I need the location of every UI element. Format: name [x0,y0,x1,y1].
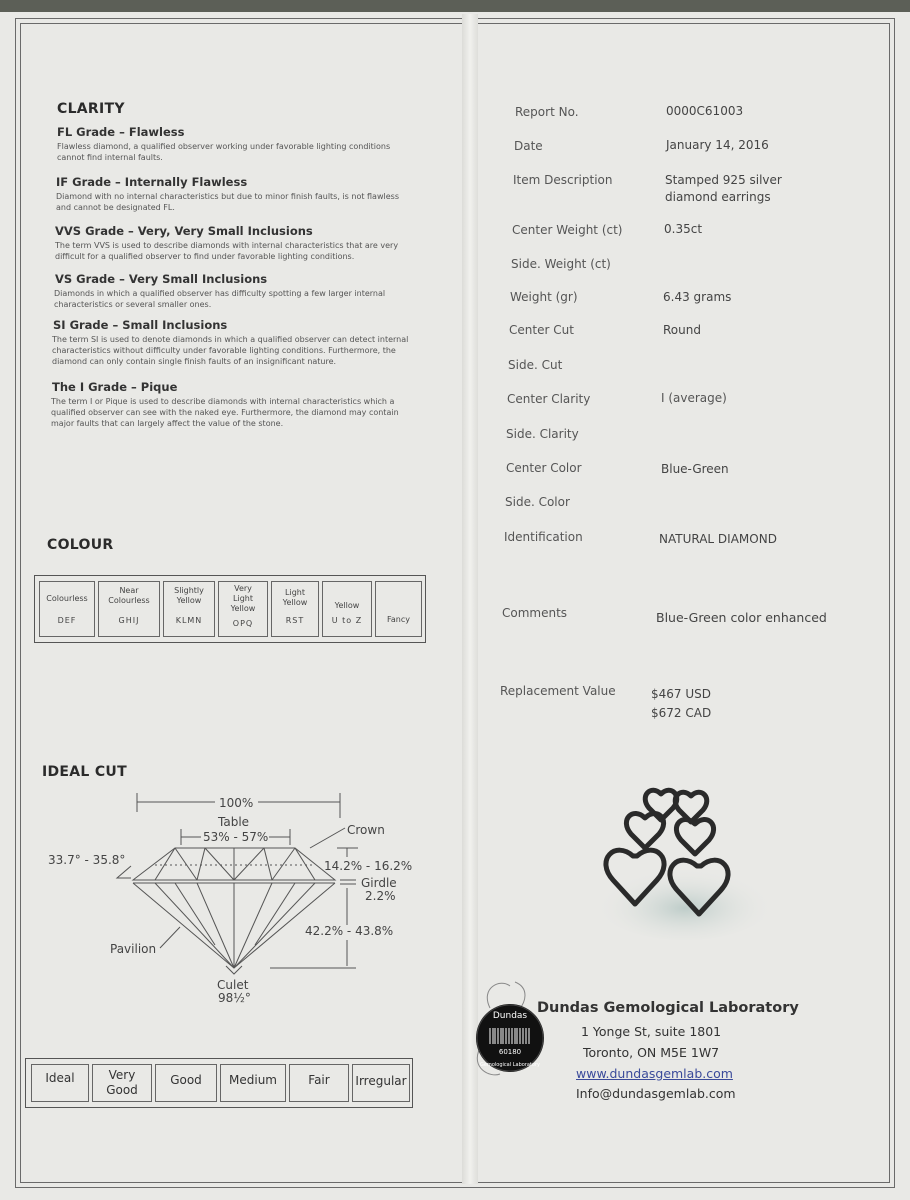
value-center-weight: 0.35ct [664,222,703,236]
label-replacement-value: Replacement Value [500,684,616,698]
label-center-weight: Center Weight (ct) [512,223,623,237]
grade-fl-desc: Flawless diamond, a qualified observer working under favorable lighting conditions cannot find internal faults. [57,142,391,162]
colour-cell-name: Colourless [46,594,88,603]
cut-grade-cell: Irregular [352,1064,410,1102]
lab-address-1: 1 Yonge St, suite 1801 [581,1024,722,1039]
pavilion-depth: 42.2% - 43.8% [305,924,394,938]
table-range: 53% - 57% [203,830,269,844]
grade-if-title: IF Grade – Internally Flawless [56,175,248,189]
culet-word: Culet [217,978,249,992]
girdle-word: Girdle [361,876,397,890]
value-report-no: 0000C61003 [666,104,744,118]
colour-cell-name: Very Light Yellow [230,584,256,613]
grade-if-desc: Diamond with no internal characteristics but due to minor finish faults, is not flawless and cannot be designated FL. [56,192,399,212]
grade-vs-title: VS Grade – Very Small Inclusions [55,272,268,286]
value-center-color: Blue-Green [661,462,729,476]
label-identification: Identification [504,530,583,544]
colour-cell-name: Fancy [387,615,410,624]
cut-grade-table [25,1058,413,1108]
seal-top-text: Dundas [492,1011,528,1021]
grade-i-desc: The term I or Pique is used to describe diamonds with internal characteristics which a qualified observer can see with the naked eye. Furthermore, the diamond may contain major faults that can largely affect the value of the stone. [51,397,399,428]
pavilion-label: Pavilion [110,942,157,956]
crown-angle: 33.7° - 35.8° [48,853,126,867]
seal-number: 60180 [498,1048,522,1056]
colour-cell-name: Near Colourless [108,586,150,605]
crown-label: Crown [347,823,385,837]
label-side-cut: Side. Cut [508,358,563,372]
grade-i-title: The I Grade – Pique [52,380,178,394]
value-replacement-value: $467 USD $672 CAD [651,687,712,720]
lab-email[interactable]: Info@dundasgemlab.com [576,1086,736,1101]
lab-name: Dundas Gemological Laboratory [537,1000,799,1016]
label-report-no: Report No. [515,105,579,119]
cut-grade-cell: Medium [220,1064,286,1102]
value-identification: NATURAL DIAMOND [659,532,777,546]
label-side-weight: Side. Weight (ct) [511,257,611,271]
cut-grade-cell: Good [155,1064,217,1102]
colour-cell-grade: U to Z [331,616,363,625]
grade-si-title: SI Grade – Small Inclusions [53,318,228,332]
colour-cell-name: Slightly Yellow [174,586,204,605]
grade-vvs-desc: The term VVS is used to describe diamonds with internal characteristics that are very difficult for a qualified observer to find under favorable lighting conditions. [55,241,399,261]
colour-cell-grade: GHIJ [118,616,140,625]
ideal-cut-heading: IDEAL CUT [42,764,127,780]
lab-address-2: Toronto, ON M5E 1W7 [583,1045,720,1060]
colour-heading: COLOUR [47,537,114,553]
label-comments: Comments [502,606,568,620]
culet-value: 98½° [218,991,251,1005]
label-date: Date [514,139,543,153]
colour-cell-grade: RST [285,616,305,625]
label-center-cut: Center Cut [509,323,574,337]
earrings-photo [595,780,775,940]
colour-cell-grade: KLMN [175,616,203,625]
girdle-value: 2.2% [365,889,396,903]
cut-grade-cell: Fair [289,1064,349,1102]
clarity-heading: CLARITY [57,101,125,117]
value-center-clarity: I (average) [661,391,727,405]
colour-cell-grade: DEF [57,616,77,625]
lab-website-link[interactable]: www.dundasgemlab.com [576,1066,733,1081]
value-center-cut: Round [663,323,701,337]
label-item-description: Item Description [513,173,613,187]
label-weight-gr: Weight (gr) [510,290,578,304]
label-side-clarity: Side. Clarity [506,427,579,441]
grade-vs-desc: Diamonds in which a qualified observer has difficulty spotting a few larger internal characteristics or several smaller ones. [54,289,386,309]
lab-seal-logo [470,978,550,1083]
value-date: January 14, 2016 [666,138,769,152]
width-label: 100% [219,796,254,810]
label-side-color: Side. Color [505,495,570,509]
colour-cell-grade: OPQ [232,619,254,628]
crown-height: 14.2% - 16.2% [324,859,413,873]
label-center-clarity: Center Clarity [507,392,591,406]
grade-fl-title: FL Grade – Flawless [57,125,185,139]
value-weight-gr: 6.43 grams [663,290,732,304]
value-item-description: Stamped 925 silver diamond earrings [665,173,782,204]
cut-grade-cell: Ideal [31,1064,89,1102]
colour-cell-name: Light Yellow [282,588,308,607]
table-word: Table [218,815,250,829]
seal-bottom-text: Gemological Laboratory [480,1062,540,1068]
colour-cell-name: Yellow [334,601,360,610]
cut-grade-cell: Very Good [92,1064,152,1102]
grade-si-desc: The term SI is used to denote diamonds in which a qualified observer can detect internal characteristics without difficulty under favorable lighting conditions. Furthermore, the diamond can only contain single finish faults of an insignificant nature. [52,335,409,366]
label-center-color: Center Color [506,461,582,475]
value-comments: Blue-Green color enhanced [656,610,827,625]
grade-vvs-title: VVS Grade – Very, Very Small Inclusions [55,224,313,238]
